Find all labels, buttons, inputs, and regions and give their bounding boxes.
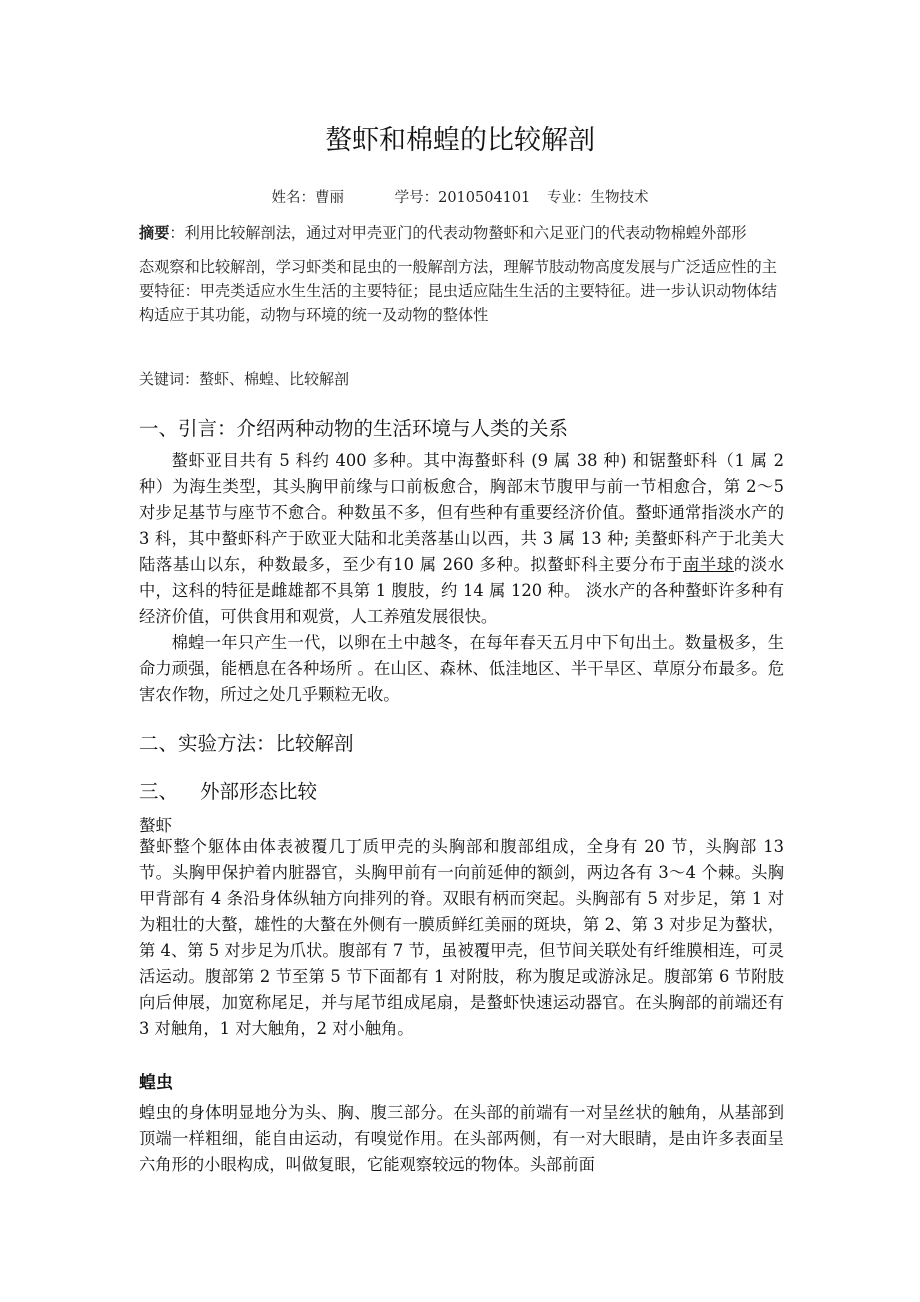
keywords-label: 关键词 [139, 370, 185, 388]
southern-hemisphere-link[interactable]: 南半球 [682, 555, 734, 574]
section-heading-method: 二、实验方法：比较解剖 [139, 732, 354, 755]
shrimp-subheading: 螯虾 [139, 816, 172, 835]
abstract [139, 221, 787, 327]
abstract-label: 摘要 [139, 224, 170, 242]
intro-paragraphs [139, 448, 784, 708]
intro-paragraph-1-part-a: 螯虾亚目共有 5 科约 400 多种。其中海螯虾科 (9 属 38 种) 和锯螯虾科（1 属 2 种）为海生类型，其头胸甲前缘与口前板愈合，胸部末节腹甲与前一节相愈合，第 2～5 对步足基节与座节不愈合。种数虽不多，但有些种有重要经济价值。螯虾通常指淡水产的 3 科，其中螯虾科产于欧亚大陆和北美落基山以西，共 3 属 13 种; 美螯虾科产于北美大陆落基山以东，种数最多，至少有10 属 260 多种。拟螯虾科主要分布于 [139, 451, 784, 574]
keywords [139, 368, 349, 389]
intro-paragraph-1 [139, 448, 784, 630]
intro-paragraph-1-part-b: 的淡水中，这科的特征是雌雄都不具第 1 腹肢，约 14 属 120 种。 淡水产的各种螯虾许多种有经济价值，可供食用和观赏，人工养殖发展很快。 [139, 555, 784, 626]
document-title: 螯虾和棉蝗的比较解剖 [325, 125, 595, 156]
author-info [0, 186, 920, 207]
abstract-text: 态观察和比较解剖，学习虾类和昆虫的一般解剖方法，理解节肢动物高度发展与广泛适应性的主要特征：甲壳类适应水生生活的主要特征；昆虫适应陆生生活的主要特征。进一步认识动物体结构适应于其功能，动物与环境的统一及动物的整体性 [139, 258, 777, 324]
major: 专业：生物技术 [546, 190, 649, 206]
section-heading-morphology [139, 776, 317, 804]
locust-subheading: 蝗虫 [139, 1073, 173, 1093]
shrimp-paragraph: 螯虾整个躯体由体表被覆几丁质甲壳的头胸部和腹部组成，全身有 20 节，头胸部 13 节。头胸甲保护着内脏器官，头胸甲前有一向前延伸的额剑，两边各有 3～4 个棘。头胸甲背部有 4 条沿身体纵轴方向排列的脊。双眼有柄而突起。头胸部有 5 对步足，第 1 对为粗壮的大螯，雄性的大螯在外侧有一膜质鲜红美丽的斑块，第 2、第 3 对步足为螯状，第 4、第 5 对步足为爪状。腹部有 7 节，虽被覆甲壳，但节间关联处有纤维膜相连，可灵活运动。腹部第 2 节至第 5 节下面都有 1 对附肢，称为腹足或游泳足。腹部第 6 节附肢向后伸展，加宽称尾足，并与尾节组成尾扇，是螯虾快速运动器官。在头胸部的前端还有 3 对触角，1 对大触角，2 对小触角。 [139, 837, 784, 1038]
intro-paragraph-2: 棉蝗一年只产生一代，以卵在土中越冬，在每年春天五月中下旬出土。数量极多，生命力顽强，能栖息在各种场所 。在山区、森林、低洼地区、半干旱区、草原分布最多。危害农作物，所过之处几乎颗粒无收。 [139, 633, 784, 704]
abstract-first-line: ：利用比较解剖法，通过对甲壳亚门的代表动物螯虾和六足亚门的代表动物棉蝗外部形 [169, 224, 747, 242]
author-name: 姓名：曹丽 [271, 190, 344, 206]
student-id: 学号：2010504101 [394, 190, 531, 206]
section-title: 外部形态比较 [200, 780, 318, 803]
keywords-text: ：螯虾、棉蝗、比较解剖 [184, 370, 350, 388]
section-number: 三、 [139, 780, 179, 803]
locust-paragraph: 蝗虫的身体明显地分为头、胸、腹三部分。在头部的前端有一对呈丝状的触角，从基部到顶端一样粗细，能自由运动，有嗅觉作用。在头部两侧，有一对大眼睛，是由许多表面呈六角形的小眼构成，叫做复眼，它能观察较远的物体。头部前面 [139, 1103, 784, 1174]
section-heading-intro: 一、引言：介绍两种动物的生活环境与人类的关系 [139, 417, 569, 440]
